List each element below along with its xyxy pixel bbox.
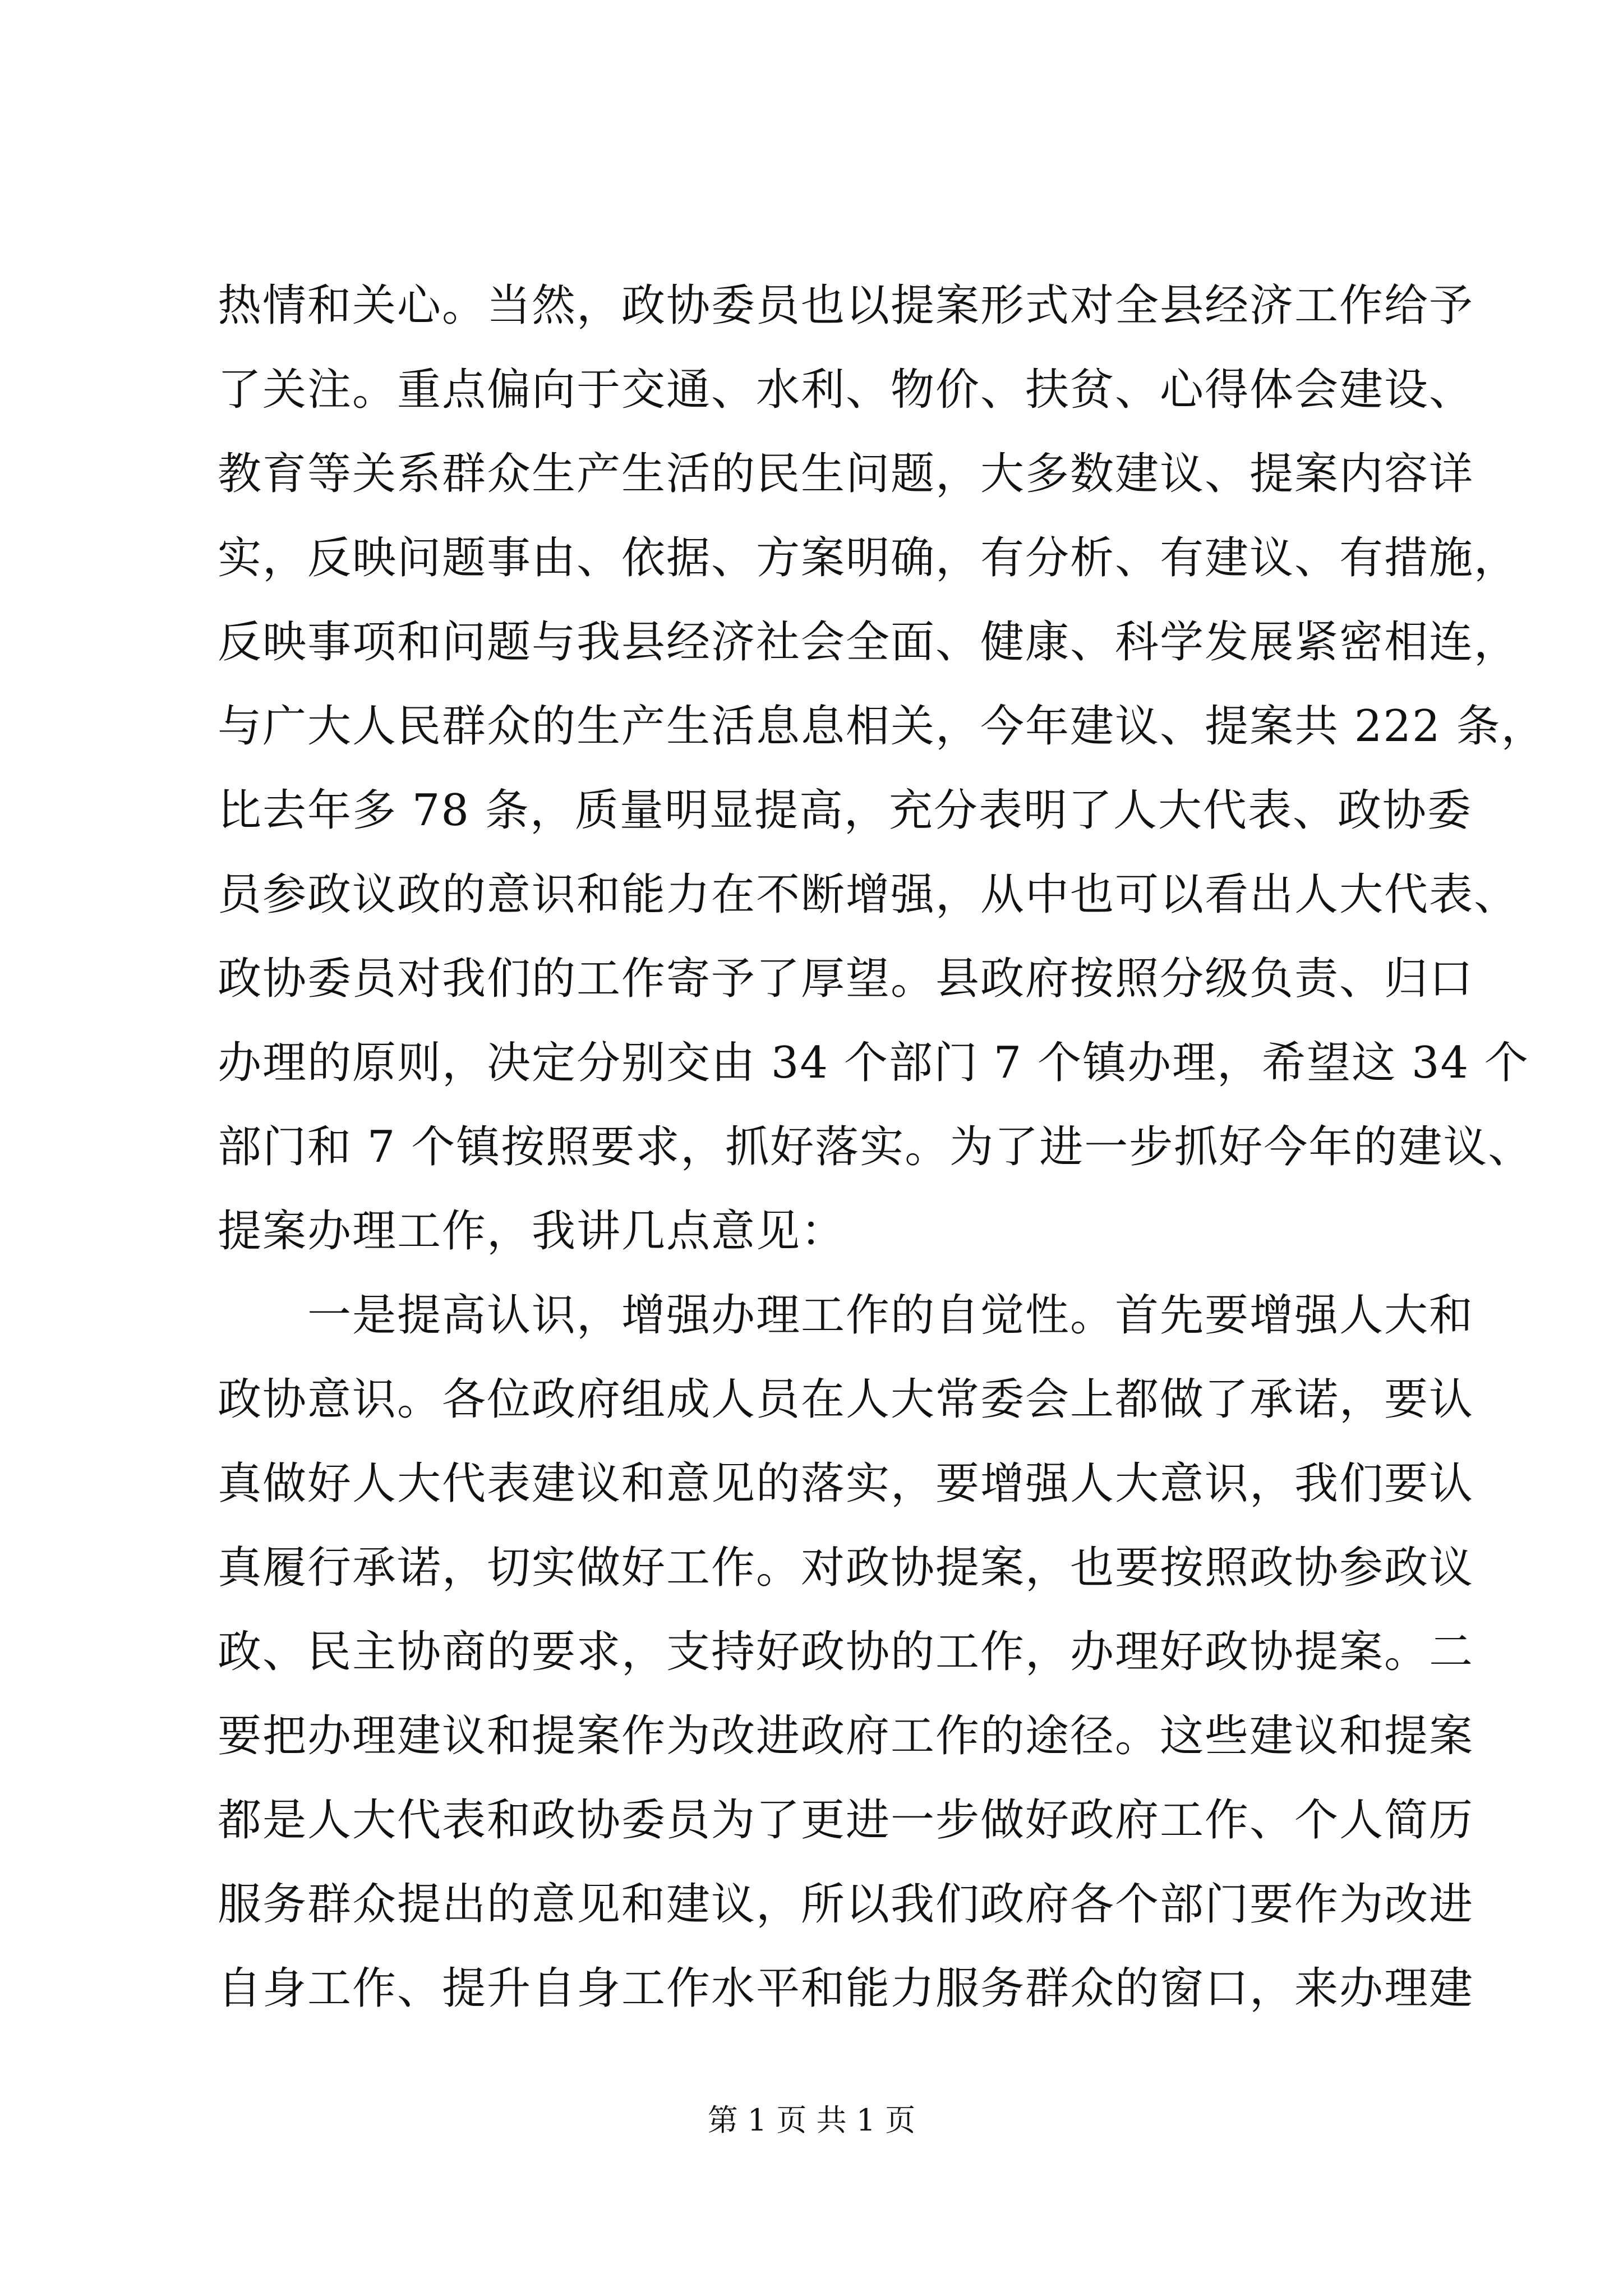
text-line: 要把办理建议和提案作为改进政府工作的途径。这些建议和提案 [218,1711,1474,1761]
text-line: 反映事项和问题与我县经济社会全面、健康、科学发展紧密相连， [218,617,1519,668]
text-line: 真履行承诺，切实做好工作。对政协提案，也要按照政协参政议 [218,1543,1474,1593]
text-line: 部门和 7 个镇按照要求，抓好落实。为了进一步抓好今年的建议、 [218,1122,1533,1172]
text-line: 教育等关系群众生产生活的民生问题，大多数建议、提案内容详 [218,449,1474,499]
text-line: 都是人大代表和政协委员为了更进一步做好政府工作、个人简历 [218,1795,1474,1846]
paragraph-start-line: 一是提高认识，增强办理工作的自觉性。首先要增强人大和 [218,1290,1474,1341]
text-line: 实，反映问题事由、依据、方案明确，有分析、有建议、有措施， [218,533,1519,583]
text-line: 政、民主协商的要求，支持好政协的工作，办理好政协提案。二 [218,1627,1474,1677]
text-line: 与广大人民群众的生产生活息息相关，今年建议、提案共 222 条， [218,701,1546,752]
text-line: 员参政议政的意识和能力在不断增强，从中也可以看出人大代表、 [218,869,1519,920]
text-line: 服务群众提出的意见和建议，所以我们政府各个部门要作为改进 [218,1879,1474,1930]
text-line: 提案办理工作，我讲几点意见： [218,1206,846,1257]
text-line: 政协委员对我们的工作寄予了厚望。县政府按照分级负责、归口 [218,954,1474,1004]
text-line: 比去年多 78 条，质量明显提高，充分表明了人大代表、政协委 [218,785,1472,836]
page-number-footer: 第 1 页 共 1 页 [707,2102,916,2138]
text-line: 热情和关心。当然，政协委员也以提案形式对全县经济工作给予 [218,280,1474,331]
text-line: 政协意识。各位政府组成人员在人大常委会上都做了承诺，要认 [218,1374,1474,1425]
text-line: 真做好人大代表建议和意见的落实，要增强人大意识，我们要认 [218,1458,1474,1509]
text-line: 了关注。重点偏向于交通、水利、物价、扶贫、心得体会建设、 [218,365,1474,415]
body-text [218,264,1546,2031]
text-line: 自身工作、提升自身工作水平和能力服务群众的窗口，来办理建 [218,1963,1474,2014]
text-line: 办理的原则，决定分别交由 34 个部门 7 个镇办理，希望这 34 个 [218,1038,1529,1088]
